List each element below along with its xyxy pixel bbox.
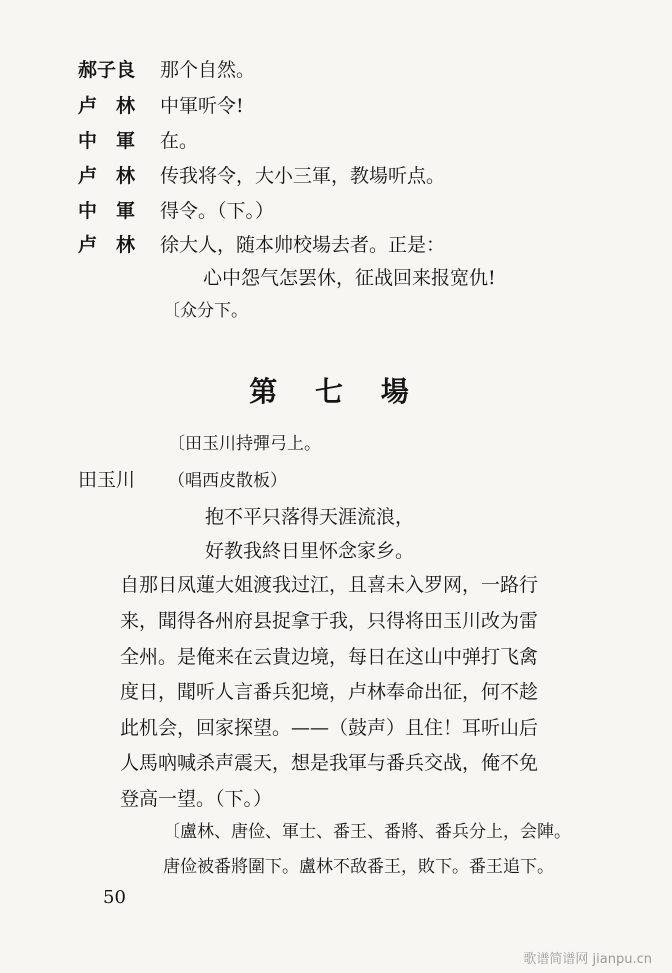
watermark: 歌谱简谱网 jianpu.cn [523,952,652,967]
verse-line: 抱不平只落得天涯流浪， [205,506,415,528]
prose-line: 自那日凤蓮大姐渡我过江，且喜未入罗网，一路行 [120,574,539,596]
prose-line: 来，聞得各州府县捉拿于我，只得将田玉川改为雷 [120,610,539,632]
prose-line: 登高一望。（下。） [120,788,273,810]
dialogue-text: 在。 [160,130,199,152]
prose-line: 度日，聞听人言番兵犯境，卢林奉命出征，何不趁 [120,681,539,703]
prose-line: 此机会，回家探望。——（鼓声）且住！耳听山后 [120,717,539,739]
page-number: 50 [103,887,126,908]
prose-line: 人馬吶喊杀声震天，想是我軍与番兵交战，俺不免 [120,752,539,774]
verse-line: 心中怨气怎罢休，征战回来报宽仇! [203,267,496,289]
speaker-label: 卢 林 [78,234,136,256]
scene-title: 第 七 場 [249,375,423,408]
speaker-label: 卢 林 [78,95,136,117]
dialogue-text: 徐大人，随本帅校場去者。正是： [160,234,446,256]
dialogue-text: 那个自然。 [160,59,256,81]
stage-direction: 唐俭被番將圍下。盧林不敌番王，敗下。番王追下。 [163,857,554,877]
speaker-label: 中 軍 [78,200,136,222]
speaker-label: 郝子良 [78,59,136,81]
speaker-label: 卢 林 [78,165,136,187]
dialogue-text: 传我将令，大小三軍，教場听点。 [160,165,446,187]
speaker-label: 中 軍 [78,130,136,152]
stage-direction: 〔盧林、唐俭、軍士、番王、番將、番兵分上，会陣。 [163,822,571,842]
dialogue-text: 得令。（下。） [160,200,275,222]
sing-direction: （唱西皮散板） [168,471,287,491]
verse-line: 好教我終日里怀念家乡。 [205,540,415,562]
stage-direction: 〔田玉川持彈弓上。 [168,434,321,454]
dialogue-text: 中軍听令! [160,95,244,117]
speaker-label: 田玉川 [78,469,136,491]
prose-line: 全州。是俺来在云貴边境，每日在这山中弹打飞禽 [120,646,539,668]
stage-direction: 〔众分下。 [163,301,248,321]
